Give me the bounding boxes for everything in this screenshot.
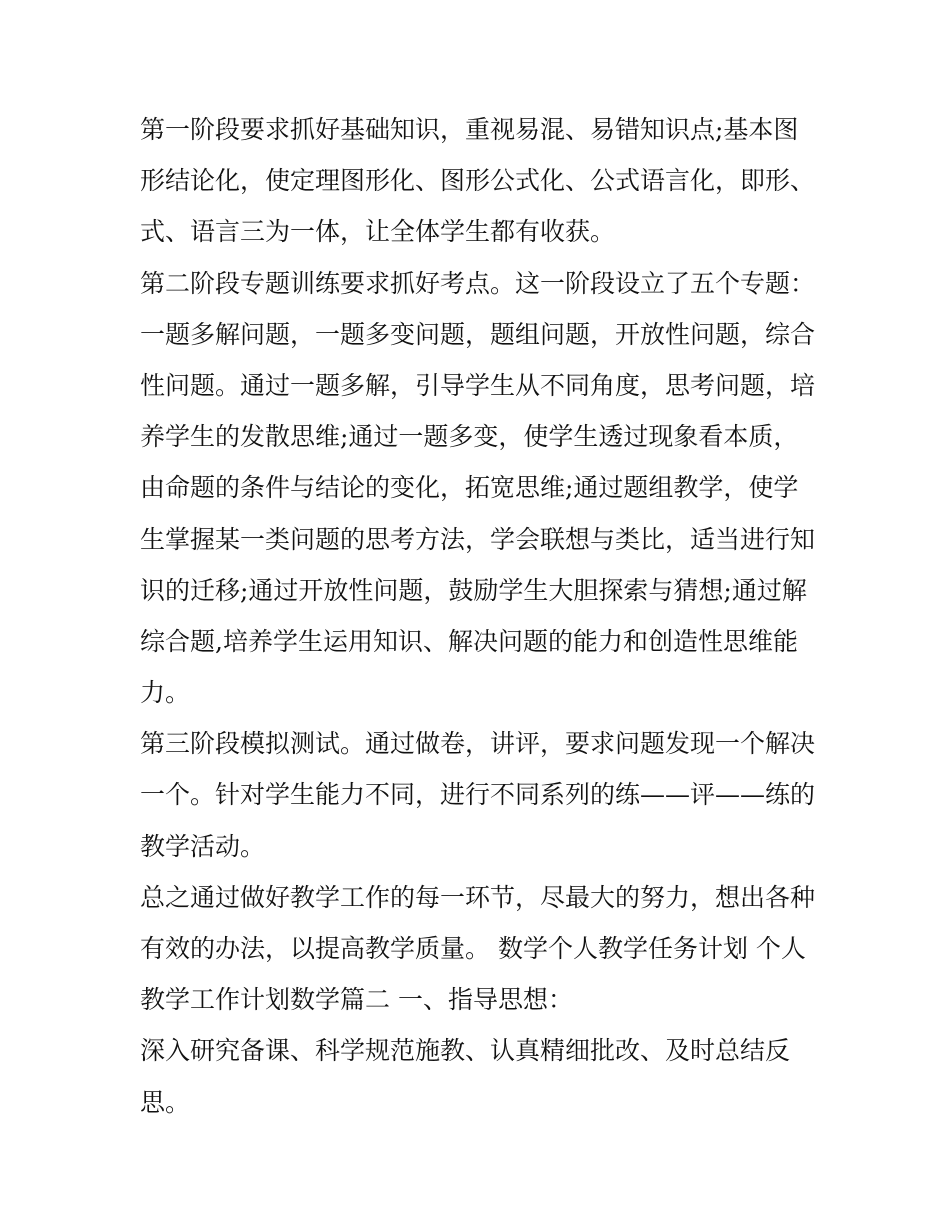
text-line: 形结论化，使定理图形化、图形公式化、公式语言化，即形、	[140, 166, 816, 196]
text-line: 一题多解问题，一题多变问题，题组问题，开放性问题，综合	[140, 319, 816, 349]
text-line: 识的迁移;通过开放性问题，鼓励学生大胆探索与猜想;通过解	[140, 575, 807, 605]
text-line: 教学活动。	[140, 831, 266, 861]
document-body	[140, 104, 820, 1128]
text-line: 总之通过做好教学工作的每一环节，尽最大的努力，想出各种	[140, 882, 816, 912]
text-line: 有效的办法，以提高教学质量。 数学个人教学任务计划 个人	[140, 934, 806, 963]
text-line: 式、语言三为一体，让全体学生都有收获。	[140, 217, 616, 247]
text-line: 性问题。通过一题多解，引导学生从不同角度，思考问题，培	[140, 370, 816, 400]
text-line: 教学工作计划数学篇二 一、指导思想：	[140, 985, 573, 1015]
text-line: 养学生的发散思维;通过一题多变，使学生透过现象看本质，	[140, 422, 799, 452]
text-line: 力。	[140, 678, 191, 708]
text-line: 综合题,培养学生运用知识、解决问题的能力和创造性思维能	[140, 626, 798, 656]
text-line: 第二阶段专题训练要求抓好考点。这一阶段设立了五个专题：	[140, 268, 816, 298]
text-line: 由命题的条件与结论的变化，拓宽思维;通过题组教学，使学	[140, 473, 799, 503]
text-line: 思。	[140, 1087, 191, 1117]
text-line: 深入研究备课、科学规范施教、认真精细批改、及时总结反	[140, 1036, 791, 1066]
text-line: 一个。针对学生能力不同，进行不同系列的练——评——练的	[140, 780, 816, 810]
text-line: 生掌握某一类问题的思考方法，学会联想与类比，适当进行知	[140, 524, 816, 554]
text-line: 第一阶段要求抓好基础知识，重视易混、易错知识点;基本图	[140, 115, 799, 144]
text-line: 第三阶段模拟测试。通过做卷，讲评，要求问题发现一个解决	[140, 729, 816, 759]
